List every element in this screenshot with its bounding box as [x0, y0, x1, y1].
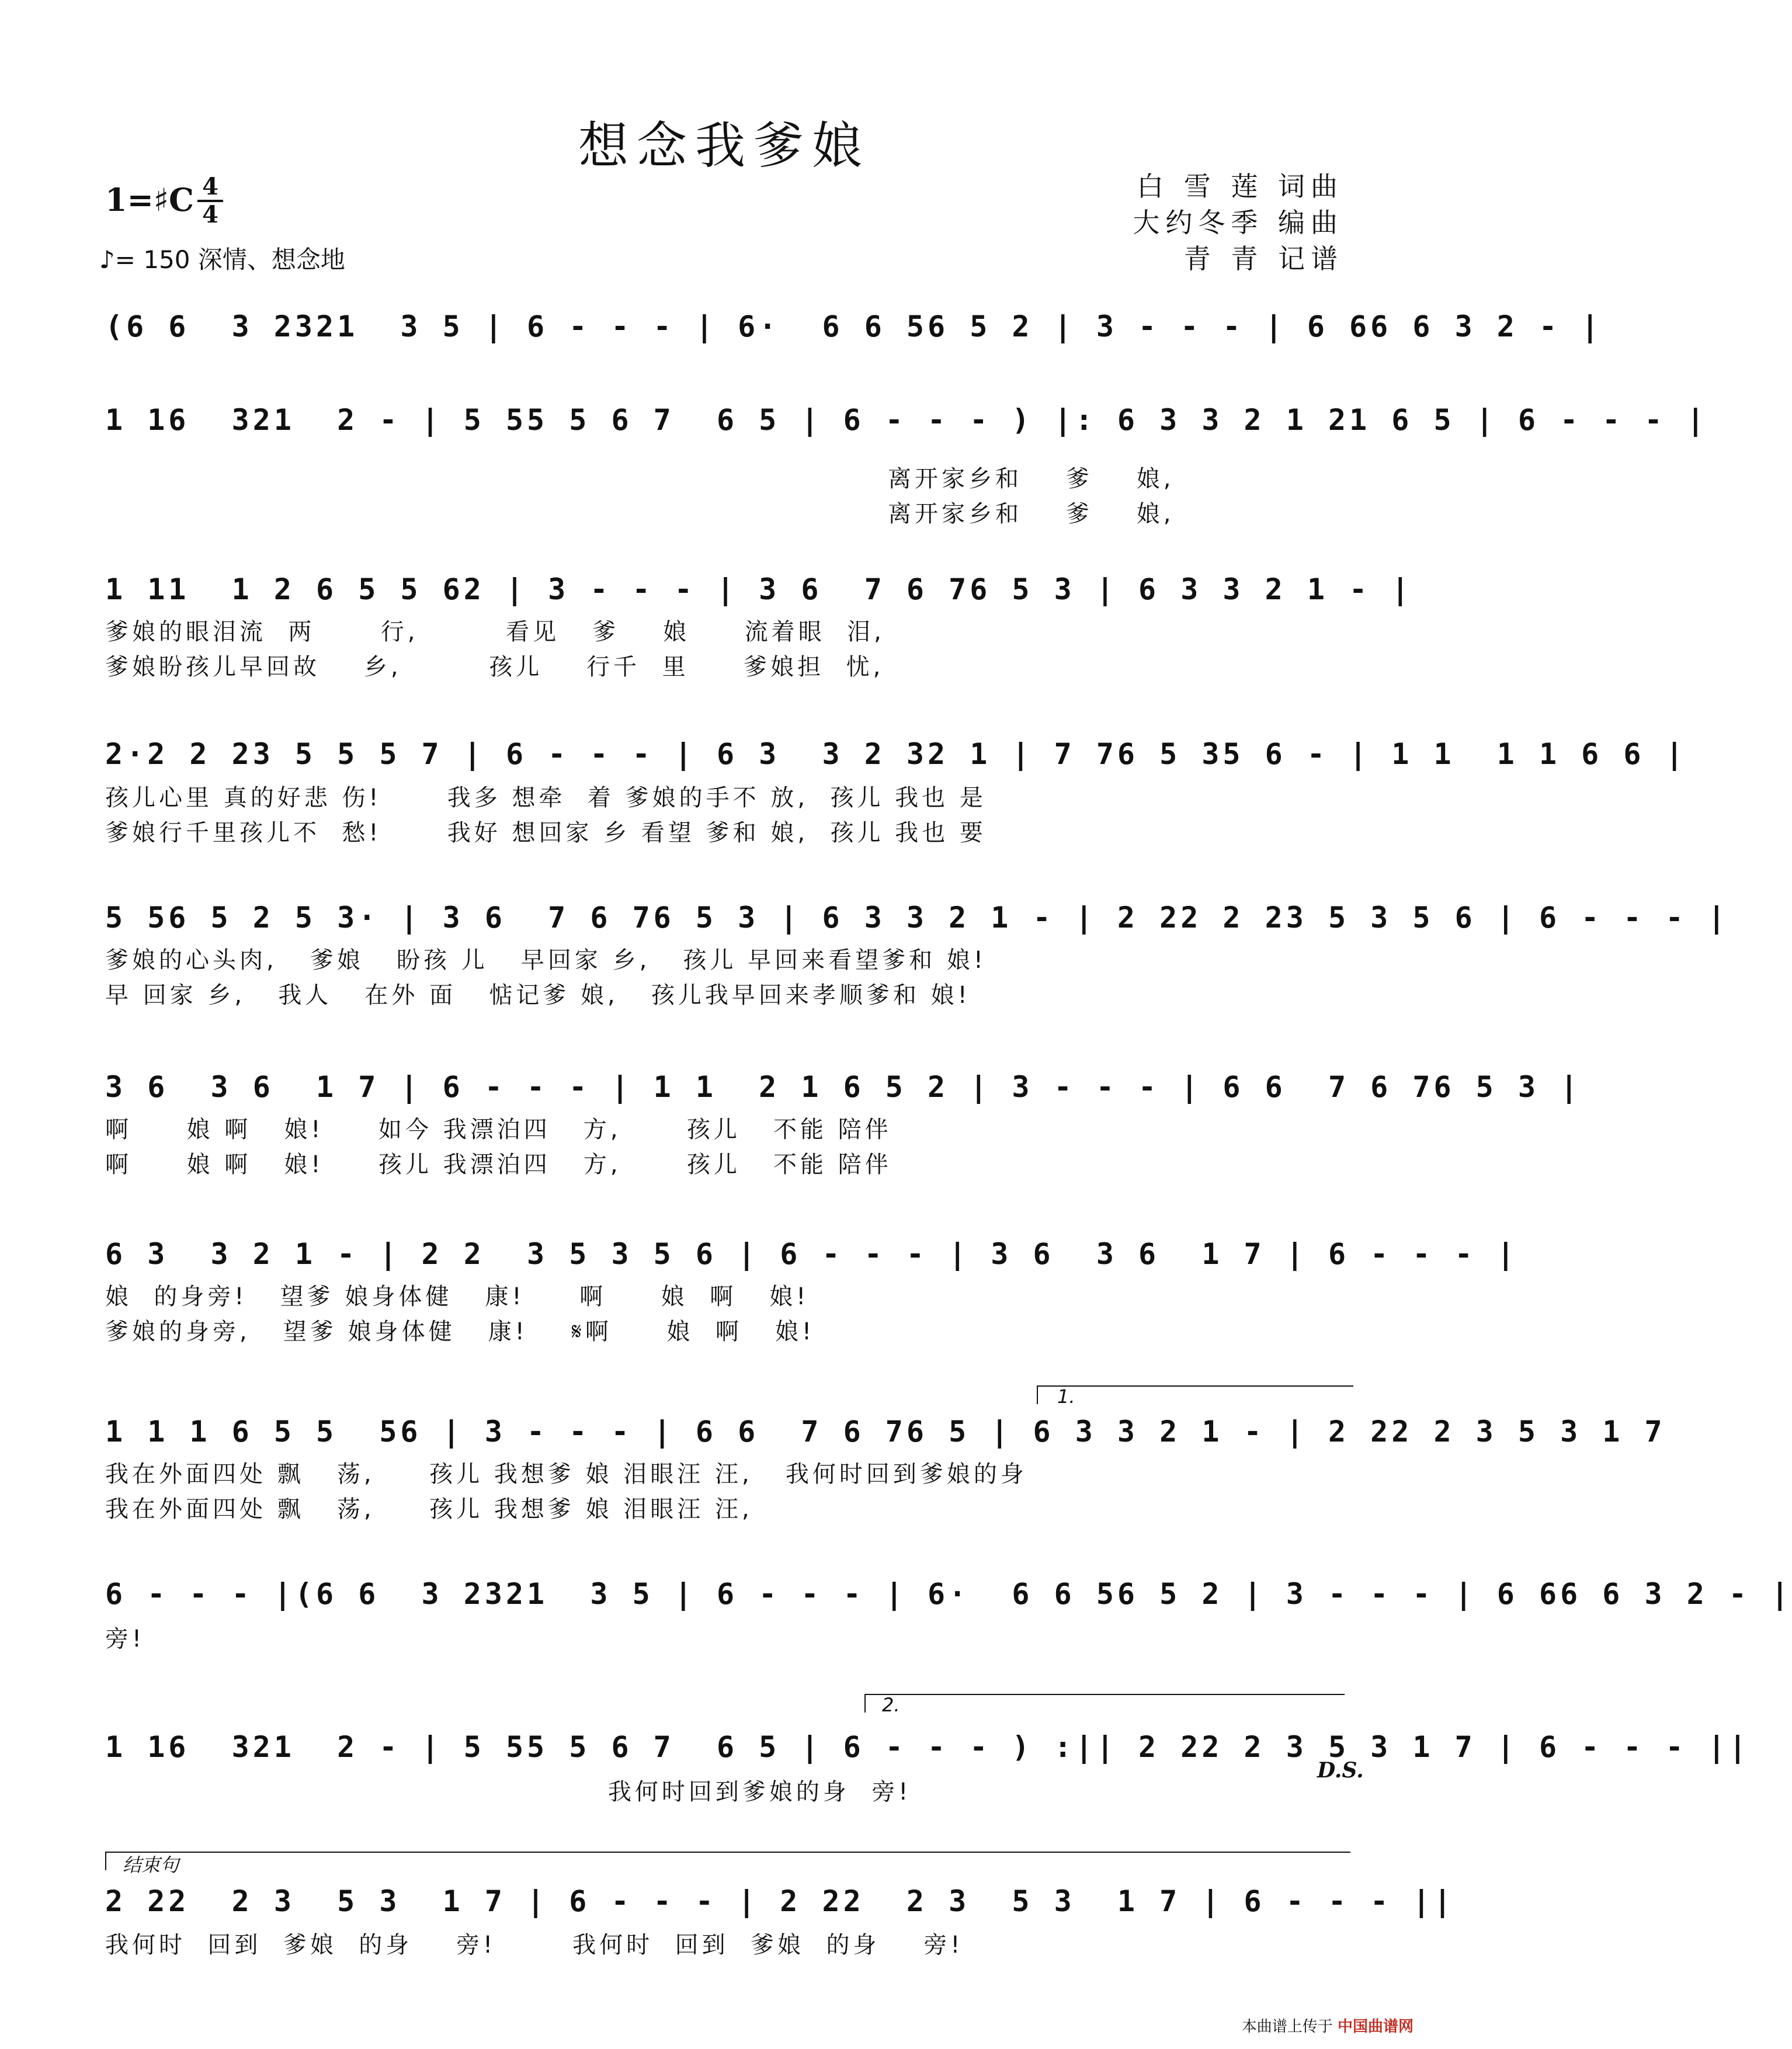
lyric-line-1: 我何时 回到 爹娘 的身 旁! 我何时 回到 爹娘 的身 旁! [105, 1932, 964, 1958]
lyric-line-2: 我在外面四处 飘 荡, 孩儿 我想爹 娘 泪眼汪 汪, [105, 1496, 753, 1523]
credit-transcriber: 青 青 记谱 [1183, 243, 1343, 275]
tempo-marking: ♪= 150 深情、想念地 [99, 245, 345, 274]
page-title: 想念我爹娘 [578, 117, 870, 175]
credit-arranger: 大约冬季 编曲 [1133, 207, 1343, 238]
time-signature-top: 4 [202, 173, 218, 200]
notation-line: 1 16 321 2 - | 5 55 5 6 7 6 5 | 6 - - - ) |: 6 3 3 2 1 21 6 5 | 6 - - - | [105, 403, 1708, 437]
lyric-line-2: 爹娘盼孩儿早回故 乡, 孩儿 行千 里 爹娘担 忧, [105, 654, 884, 680]
lyric-line-1: 旁! [105, 1626, 145, 1652]
lyric-line-1: 孩儿心里 真的好悲 伤! 我多 想牵 着 爹娘的手不 放, 孩儿 我也 是 [105, 784, 987, 811]
lyric-line-1: 离开家乡和 爹 娘, [888, 466, 1175, 492]
lyric-line-2: 爹娘的身旁, 望爹 娘身体健 康! 𝄋啊 娘 啊 娘! [105, 1318, 815, 1345]
lyric-line-2: 啊 娘 啊 娘! 孩儿 我漂泊四 方, 孩儿 不能 陪伴 [105, 1151, 892, 1178]
notation-line: 6 3 3 2 1 - | 2 2 3 5 3 5 6 | 6 - - - | 3 6 3 6 1 7 | 6 - - - | [105, 1237, 1518, 1271]
ds-marking: D.S. [1317, 1758, 1364, 1783]
ending-label: 结束句 [123, 1854, 179, 1876]
lyric-line-1: 我何时回到爹娘的身 旁! [105, 1779, 912, 1805]
key-signature: 1=♯C [105, 181, 194, 218]
footer [1242, 2015, 1414, 2036]
lyric-line-1: 娘 的身旁! 望爹 娘身体健 康! 啊 娘 啊 娘! [105, 1283, 810, 1310]
lyric-line-1: 爹娘的眼泪流 两 行, 看见 爹 娘 流着眼 泪, [105, 619, 885, 645]
notation-line: 6 - - - |(6 6 3 2321 3 5 | 6 - - - | 6· 6 6 56 5 2 | 3 - - - | 6 66 6 3 2 - | [105, 1577, 1792, 1611]
notation-line: 2·2 2 23 5 5 5 7 | 6 - - - | 6 3 3 2 32 1 | 7 76 5 35 6 - | 1 1 1 1 6 6 | [105, 737, 1687, 771]
lyric-line-2: 早 回家 乡, 我人 在外 面 惦记爹 娘, 孩儿我早回来孝顺爹和 娘! [105, 982, 971, 1009]
lyric-line-2: 爹娘行千里孩儿不 愁! 我好 想回家 乡 看望 爹和 娘, 孩儿 我也 要 [105, 819, 987, 846]
notation-line: 1 11 1 2 6 5 5 62 | 3 - - - | 3 6 7 6 76 5 3 | 6 3 3 2 1 - | [105, 572, 1413, 606]
footer-text: 本曲谱上传于 [1241, 2018, 1333, 2036]
credit-lyrics-music: 白 雪 莲 词曲 [1137, 171, 1343, 202]
notation-line: 1 1 1 6 5 5 56 | 3 - - - | 6 6 7 6 76 5 | 6 3 3 2 1 - | 2 22 2 3 5 3 1 7 [105, 1415, 1666, 1449]
footer-brand-logo[interactable]: 中国曲谱网 [1337, 2018, 1414, 2036]
time-signature-bottom: 4 [202, 201, 218, 228]
notation-line: (6 6 3 2321 3 5 | 6 - - - | 6· 6 6 56 5 2 | 3 - - - | 6 66 6 3 2 - | [105, 310, 1603, 343]
notation-line: 5 56 5 2 5 3· | 3 6 7 6 76 5 3 | 6 3 3 2 1 - | 2 22 2 23 5 3 5 6 | 6 - - - | [105, 901, 1729, 935]
lyric-line-2: 离开家乡和 爹 娘, [888, 501, 1175, 527]
time-signature [197, 175, 223, 227]
lyric-line-1: 我在外面四处 飘 荡, 孩儿 我想爹 娘 泪眼汪 汪, 我何时回到爹娘的身 [105, 1461, 1027, 1488]
volta-2-bracket [864, 1694, 1345, 1713]
lyric-line-1: 啊 娘 啊 娘! 如今 我漂泊四 方, 孩儿 不能 陪伴 [105, 1116, 892, 1143]
credits [1133, 168, 1343, 277]
volta-2-label: 2. [882, 1694, 900, 1716]
volta-1-bracket [1037, 1385, 1353, 1404]
ending-bracket [105, 1852, 1350, 1870]
notation-line: 2 22 2 3 5 3 1 7 | 6 - - - | 2 22 2 3 5 3 1 7 | 6 - - - || [105, 1884, 1455, 1918]
lyric-line-1: 爹娘的心头肉, 爹娘 盼孩 儿 早回家 乡, 孩儿 早回来看望爹和 娘! [105, 947, 987, 974]
notation-line: 1 16 321 2 - | 5 55 5 6 7 6 5 | 6 - - - ) :|| 2 22 2 3 5 3 1 7 | 6 - - - || [105, 1730, 1750, 1764]
notation-line: 3 6 3 6 1 7 | 6 - - - | 1 1 2 1 6 5 2 | 3 - - - | 6 6 7 6 76 5 3 | [105, 1070, 1582, 1104]
volta-1-label: 1. [1057, 1385, 1075, 1408]
